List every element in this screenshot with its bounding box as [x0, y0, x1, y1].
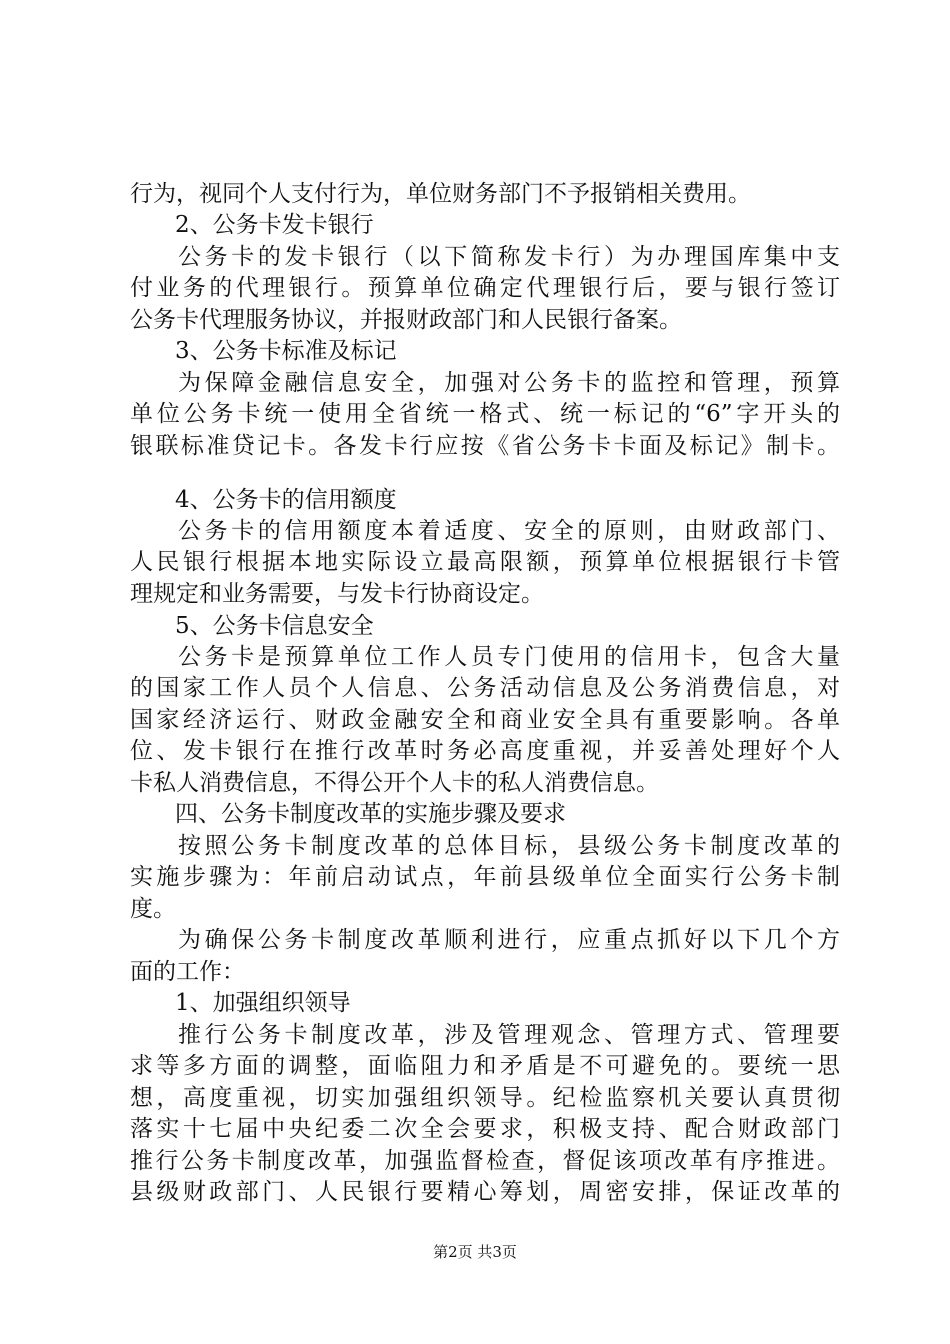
text-line: 的国家工作人员个人信息、公务活动信息及公务消费信息，对	[130, 675, 840, 701]
text-line: 国家经济运行、财政金融安全和商业安全具有重要影响。各单	[130, 707, 840, 733]
text-line: 为保障金融信息安全，加强对公务卡的监控和管理，预算	[178, 370, 840, 396]
text-line: 度。	[130, 896, 176, 922]
text-line: 实施步骤为：年前启动试点，年前县级单位全面实行公务卡制	[130, 864, 840, 890]
section-heading: 2、公务卡发卡银行	[175, 212, 374, 238]
text-line: 为确保公务卡制度改革顺利进行，应重点抓好以下几个方	[178, 927, 840, 953]
text-line: 按照公务卡制度改革的总体目标，县级公务卡制度改革的	[178, 833, 840, 859]
text-line: 行为，视同个人支付行为，单位财务部门不予报销相关费用。	[130, 181, 751, 207]
page-number-footer: 第2页 共3页	[433, 1243, 517, 1261]
text-line: 想，高度重视，切实加强组织领导。纪检监察机关要认真贯彻	[130, 1085, 840, 1111]
text-line: 推行公务卡制度改革，涉及管理观念、管理方式、管理要	[178, 1022, 840, 1048]
text-line: 求等多方面的调整，面临阻力和矛盾是不可避免的。要统一思	[130, 1053, 840, 1079]
section-heading: 3、公务卡标准及标记	[175, 338, 397, 364]
section-heading: 四、公务卡制度改革的实施步骤及要求	[175, 801, 566, 827]
text-line: 单位公务卡统一使用全省统一格式、统一标记的“6”字开头的	[130, 401, 840, 427]
text-line: 面的工作：	[130, 959, 245, 985]
text-line: 位、发卡银行在推行改革时务必高度重视，并妥善处理好个人	[130, 738, 840, 764]
text-line: 人民银行根据本地实际设立最高限额，预算单位根据银行卡管	[130, 549, 840, 575]
section-heading: 4、公务卡的信用额度	[175, 487, 397, 513]
text-line: 银联标准贷记卡。各发卡行应按《省公务卡卡面及标记》制卡。	[130, 433, 840, 459]
text-line: 公务卡的信用额度本着适度、安全的原则，由财政部门、	[178, 518, 840, 544]
text-line: 公务卡代理服务协议，并报财政部门和人民银行备案。	[130, 307, 682, 333]
text-line: 公务卡是预算单位工作人员专门使用的信用卡，包含大量	[178, 644, 840, 670]
text-line: 理规定和业务需要，与发卡行协商设定。	[130, 581, 544, 607]
text-line: 落实十七届中央纪委二次全会要求，积极支持、配合财政部门	[130, 1116, 840, 1142]
text-line: 推行公务卡制度改革，加强监督检查，督促该项改革有序推进。	[130, 1148, 840, 1174]
text-line: 县级财政部门、人民银行要精心筹划，周密安排，保证改革的	[130, 1179, 840, 1205]
text-line: 付业务的代理银行。预算单位确定代理银行后，要与银行签订	[130, 275, 840, 301]
section-heading: 1、加强组织领导	[175, 990, 351, 1016]
text-line: 公务卡的发卡银行（以下简称发卡行）为办理国库集中支	[178, 244, 840, 270]
section-heading: 5、公务卡信息安全	[175, 613, 374, 639]
text-line: 卡私人消费信息，不得公开个人卡的私人消费信息。	[130, 770, 659, 796]
